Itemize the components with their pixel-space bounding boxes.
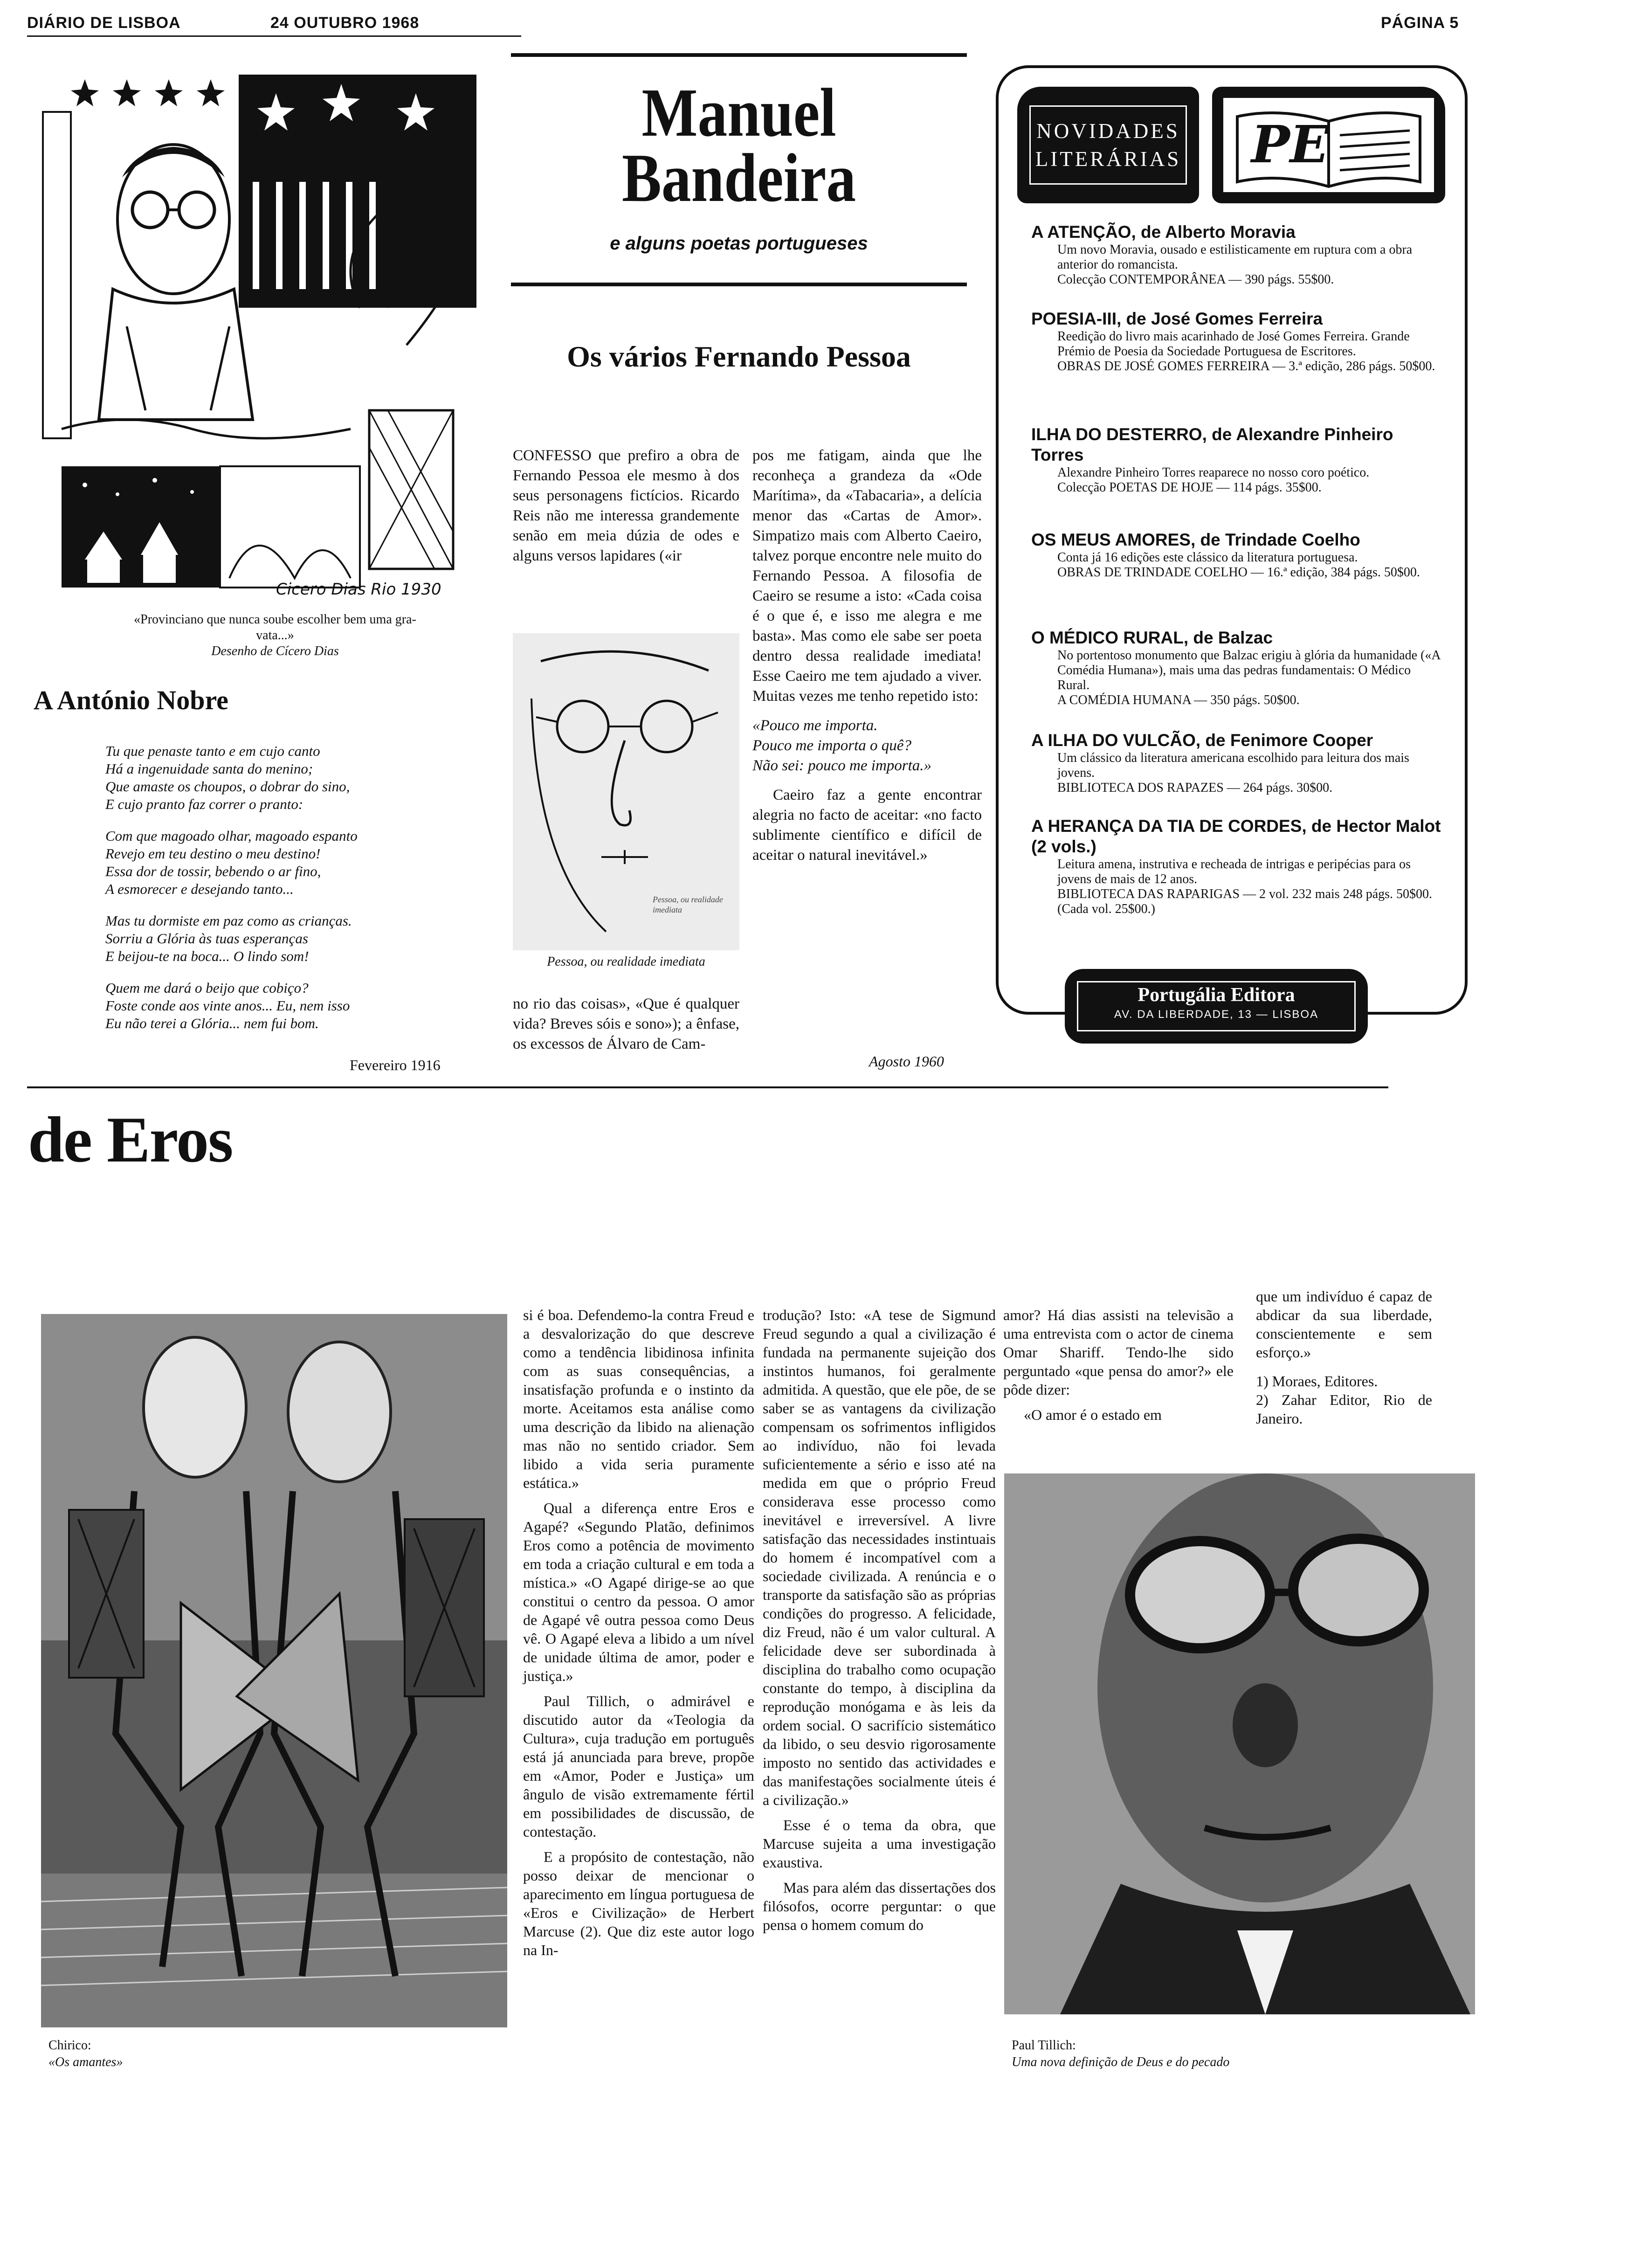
eros-paragraph: Mas para além das dissertações dos filósofos, ocorre perguntar: o que pensa o homem comum do	[763, 1879, 996, 1933]
ad-header-line1: NOVIDADES	[1036, 119, 1180, 143]
book-entry	[1031, 222, 1441, 287]
poem-stanza-2	[105, 827, 488, 898]
pessoa-column-2	[752, 446, 982, 872]
book-details: BIBLIOTECA DAS RAPARIGAS — 2 vol. 232 mais 248 págs. 50$00. (Cada vol. 25$00.)	[1057, 887, 1433, 916]
caeiro-quote	[752, 716, 982, 776]
eros-paragraph: E a propósito de contestação, não posso deixar de mencionar o aparecimento em língua portuguesa de «Eros e Civilização» de Herbert Marcuse (2). Que diz este autor logo na In-	[523, 1848, 754, 1958]
book-entry	[1031, 424, 1441, 495]
book-title: O MÉDICO RURAL, de Balzac	[1031, 628, 1273, 647]
poem-line: E beijou-te na boca... O lindo som!	[105, 948, 309, 964]
book-title: A ILHA DO VULCÃO, de Fenimore Cooper	[1031, 731, 1373, 750]
book-description: No portentoso monumento que Balzac erigiu à glória da humanidade («A Comédia Humana»), mais uma das pedras fundamentais: O Médico Rural.	[1057, 648, 1441, 692]
novidades-ad	[996, 65, 1468, 1021]
poem-stanza-3	[105, 912, 488, 965]
book-entry	[1031, 530, 1441, 580]
masthead-rule	[27, 35, 521, 37]
bandeira-subtitle: e alguns poetas portugueses	[610, 233, 868, 254]
book-details: A COMÉDIA HUMANA — 350 págs. 50$00.	[1057, 693, 1300, 707]
poem-line: Quem me dará o beijo que cobiço?	[105, 980, 309, 996]
poem-line: Eu não terei a Glória... nem fui bom.	[105, 1015, 319, 1031]
nobre-poem	[105, 742, 488, 1046]
eros-paragraph: si é boa. Defendemo-la contra Freud e a desvalorização do que descreve como a tendência libidinosa infinita com as suas consequências, a insatisfação profunda e o instinto da morte. Aceitamos esta análise como uma descrição da libido na alienação mas não no sentido criador. Sem libido a vida seria puramente estática.»	[523, 1307, 754, 1491]
nobre-caption-line2: vata...»	[256, 628, 294, 643]
quote-line: «Pouco me importa.	[752, 717, 878, 734]
ad-header-line2: LITERÁRIAS	[1035, 147, 1181, 171]
poem-line: Mas tu dormiste em paz como as crianças.	[105, 913, 352, 929]
nobre-poem-date: Fevereiro 1916	[350, 1057, 441, 1073]
pessoa-sketch	[513, 633, 739, 950]
publisher-name: Portugália Editora	[1138, 984, 1295, 1006]
eros-paragraph: que um indivíduo é capaz de abdicar da sua liberdade, conscientemente e sem esforço.»	[1256, 1288, 1432, 1361]
bandeira-title-line2: Bandeira	[621, 140, 856, 216]
publisher-address: AV. DA LIBERDADE, 13 — LISBOA	[1114, 1008, 1319, 1021]
book-entry	[1031, 309, 1441, 374]
ad-logo-box	[1212, 87, 1445, 203]
eros-column-3	[1003, 1306, 1234, 1431]
pessoa-date: Agosto 1960	[869, 1053, 944, 1070]
pessoa-caption: Pessoa, ou realidade imediata	[547, 954, 705, 969]
page-number: PÁGINA 5	[1381, 14, 1459, 32]
book-title: POESIA-III, de José Gomes Ferreira	[1031, 309, 1323, 328]
poem-line: Com que magoado olhar, magoado espanto	[105, 828, 358, 844]
title-top-rule	[511, 53, 967, 57]
issue-date: 24 OUTUBRO 1968	[270, 14, 420, 32]
poem-line: Sorriu a Glória às tuas esperanças	[105, 930, 308, 947]
tillich-caption-line1: Paul Tillich:	[1012, 2038, 1076, 2053]
drawing-signature: Cicero Dias Rio 1930	[276, 580, 441, 599]
eros-headline: de Eros	[28, 1104, 233, 1176]
nobre-credit: Desenho de Cícero Dias	[211, 644, 339, 658]
pessoa-paragraph: CONFESSO que prefiro a obra de Fernando Pessoa ele mesmo à dos seus personagens fictícios. Ricardo Reis não me interessa grandemente senão em meia dúzia de odes e alguns versos lapidares («ir	[513, 447, 739, 564]
eros-footnote-1: 1) Moraes, Editores.	[1256, 1373, 1378, 1390]
book-description: Leitura amena, instrutiva e recheada de intrigas e peripécias para os jovens de mais de 12 anos.	[1057, 857, 1411, 886]
book-icon	[1223, 98, 1434, 192]
book-description: Alexandre Pinheiro Torres reaparece no nosso coro poético.	[1057, 465, 1370, 480]
cicero-dias-drawing	[34, 65, 481, 606]
book-description: Reedição do livro mais acarinhado de José Gomes Ferreira. Grande Prémio de Poesia da Sociedade Portuguesa de Escritores.	[1057, 329, 1410, 359]
book-title: OS MEUS AMORES, de Trindade Coelho	[1031, 530, 1360, 549]
book-details: BIBLIOTECA DOS RAPAZES — 264 págs. 30$00.	[1057, 781, 1333, 795]
poem-line: Foste conde aos vinte anos... Eu, nem isso	[105, 997, 350, 1014]
nobre-caption-line1: «Provinciano que nunca soube escolher bem uma gra-	[134, 612, 416, 627]
book-entry	[1031, 816, 1441, 917]
pessoa-paragraph: Caeiro faz a gente encontrar alegria no facto de aceitar: «no facto sublimente científico e difícil de aceitar o natural inevitável.»	[752, 787, 982, 864]
title-bottom-rule	[511, 283, 967, 286]
newspaper-name: DIÁRIO DE LISBOA	[27, 14, 181, 32]
chirico-painting	[41, 1314, 507, 2027]
tillich-svg	[1004, 1473, 1475, 2014]
book-description: Um novo Moravia, ousado e estilisticamente em ruptura com a obra anterior do romancista.	[1057, 242, 1413, 272]
ad-header-box	[1017, 87, 1199, 203]
section-divider	[27, 1086, 1388, 1088]
poem-stanza-4	[105, 979, 488, 1032]
book-description: Conta já 16 edições este clássico da literatura portuguesa.	[1057, 550, 1358, 565]
chirico-svg	[41, 1314, 507, 2027]
nobre-poem-title: A António Nobre	[34, 685, 228, 715]
poem-line: Tu que penaste tanto e em cujo canto	[105, 743, 320, 759]
eros-column-4	[1256, 1287, 1432, 1428]
pessoa-paragraph: no rio das coisas», «Que é qualquer vida? Breves sóis e sono»); a ênfase, os excessos de Álvaro de Cam-	[513, 996, 739, 1052]
book-title: ILHA DO DESTERRO, de Alexandre Pinheiro Torres	[1031, 425, 1393, 464]
book-details: OBRAS DE TRINDADE COELHO — 16.ª edição, 384 págs. 50$00.	[1057, 565, 1420, 580]
eros-paragraph: amor? Há dias assisti na televisão a uma entrevista com o actor de cinema Omar Shariff. Tendo-lhe sido perguntado «que pensa do amor?» ele pôde dizer:	[1003, 1307, 1234, 1398]
book-entry	[1031, 730, 1441, 795]
chirico-caption-line1: Chirico:	[48, 2038, 91, 2053]
ad-header	[1029, 105, 1187, 185]
eros-paragraph: «O amor é o estado em	[1024, 1406, 1162, 1423]
ad-logo-letters: PE	[1251, 114, 1329, 174]
book-details: OBRAS DE JOSÉ GOMES FERREIRA — 3.ª edição, 286 págs. 50$00.	[1057, 359, 1435, 373]
book-description: Um clássico da literatura americana escolhido para leitura dos mais jovens.	[1057, 751, 1409, 780]
book-details: Colecção POETAS DE HOJE — 114 págs. 35$00.	[1057, 480, 1322, 495]
quote-line: Não sei: pouco me importa.»	[752, 757, 932, 774]
quote-line: Pouco me importa o quê?	[752, 737, 911, 754]
poem-line: Essa dor de tossir, bebendo o ar fino,	[105, 863, 321, 879]
bandeira-title	[543, 75, 935, 216]
poem-line: E cujo pranto faz correr o pranto:	[105, 796, 303, 812]
tillich-caption-line2: Uma nova definição de Deus e do pecado	[1012, 2055, 1230, 2069]
poem-stanza-1	[105, 742, 488, 813]
sketch-signature: Pessoa, ou realidade imediata	[653, 895, 723, 914]
bandeira-title-line1: Manuel	[641, 75, 836, 151]
eros-paragraph: Paul Tillich, o admirável e discutido autor da «Teologia da Cultura», cuja tradução em português está já anunciada para breve, propõe em «Amor, Poder e Justiça» um ângulo de visão extremamente fértil em possibilidades de discussão, de contestação.	[523, 1693, 754, 1840]
pessoa-column-1-end	[513, 994, 739, 1061]
book-title: A HERANÇA DA TIA DE CORDES, de Hector Malot (2 vols.)	[1031, 816, 1441, 856]
publisher-box	[1065, 969, 1368, 1044]
book-entry	[1031, 628, 1441, 708]
poem-line: A esmorecer e desejando tanto...	[105, 881, 294, 897]
book-title: A ATENÇÃO, de Alberto Moravia	[1031, 222, 1296, 242]
pessoa-paragraph: pos me fatigam, ainda que lhe reconheça a grandeza da «Ode Marítima», da «Tabacaria», a delícia menor das «Cartas de Amor». Simpatizo mais com Alberto Caeiro, talvez porque encontre nele muito do Fernando Pessoa. A filosofia de Caeiro se resume a isto: «Cada coisa é o que é, e isso me alegra e me basta». Mas como ele sabe ser poeta dentro dessa realidade imediata! Esse Caeiro me tem ajudado a viver. Muitas vezes me tenho repetido isto:	[752, 447, 982, 705]
pessoa-headline: Os vários Fernando Pessoa	[567, 340, 911, 373]
publisher-inner	[1077, 981, 1356, 1031]
eros-paragraph: trodução? Isto: «A tese de Sigmund Freud segundo a qual a civilização é fundada na permanente sujeição dos instintos humanos, foi geralmente admitida. A questão, que ele põe, de se saber se as vantagens da civilização compensam os sofrimentos infligidos ao indivíduo, não foi levada suficientemente a sério e isso até na medida em que o próprio Freud considerava esse processo como inevitável e irreversível. A livre satisfação das necessidades instintuais do homem é incompatível com a sociedade civilizada. A renúncia e o transporte da satisfação são as próprias condições do progresso. A felicidade, diz Freud, não é um valor cultural. A felicidade deve ser subordinada à disciplina do trabalho como ocupação constante do tempo, à disciplina da reprodução monógama e às leis da ordem social. O sacrifício sistemático da libido, o seu desvio rigorosamente imposto no sentido das actividades e das manifestações socialmente úteis é a civilização.»	[763, 1307, 996, 1808]
poem-line: Que amaste os choupos, o dobrar do sino,	[105, 778, 350, 795]
chirico-caption-line2: «Os amantes»	[48, 2055, 123, 2069]
book-details: Colecção CONTEMPORÂNEA — 390 págs. 55$00.	[1057, 272, 1334, 287]
nobre-caption	[51, 612, 499, 659]
eros-footnote-2: 2) Zahar Editor, Rio de Janeiro.	[1256, 1391, 1432, 1427]
poem-line: Há a ingenuidade santa do menino;	[105, 761, 313, 777]
tillich-photo	[1004, 1473, 1475, 2014]
poem-line: Revejo em teu destino o meu destino!	[105, 845, 321, 862]
drawing-svg	[34, 65, 481, 606]
pessoa-column-1	[513, 446, 739, 573]
eros-column-2	[763, 1306, 996, 1941]
eros-paragraph: Esse é o tema da obra, que Marcuse sujeita a uma investigação exaustiva.	[763, 1817, 996, 1871]
eros-column-1	[523, 1306, 754, 1966]
eros-paragraph: Qual a diferença entre Eros e Agapé? «Segundo Platão, definimos Eros como a potência de movimento em toda a criação cultural e em toda a mística.» «O Agapé dirige-se ao que constitui o centro da pessoa. O amor de Agapé vê outra pessoa como Deus vê. O Agapé eleva a libido a um nível de unidade última de amor, poder e justiça.»	[523, 1500, 754, 1684]
